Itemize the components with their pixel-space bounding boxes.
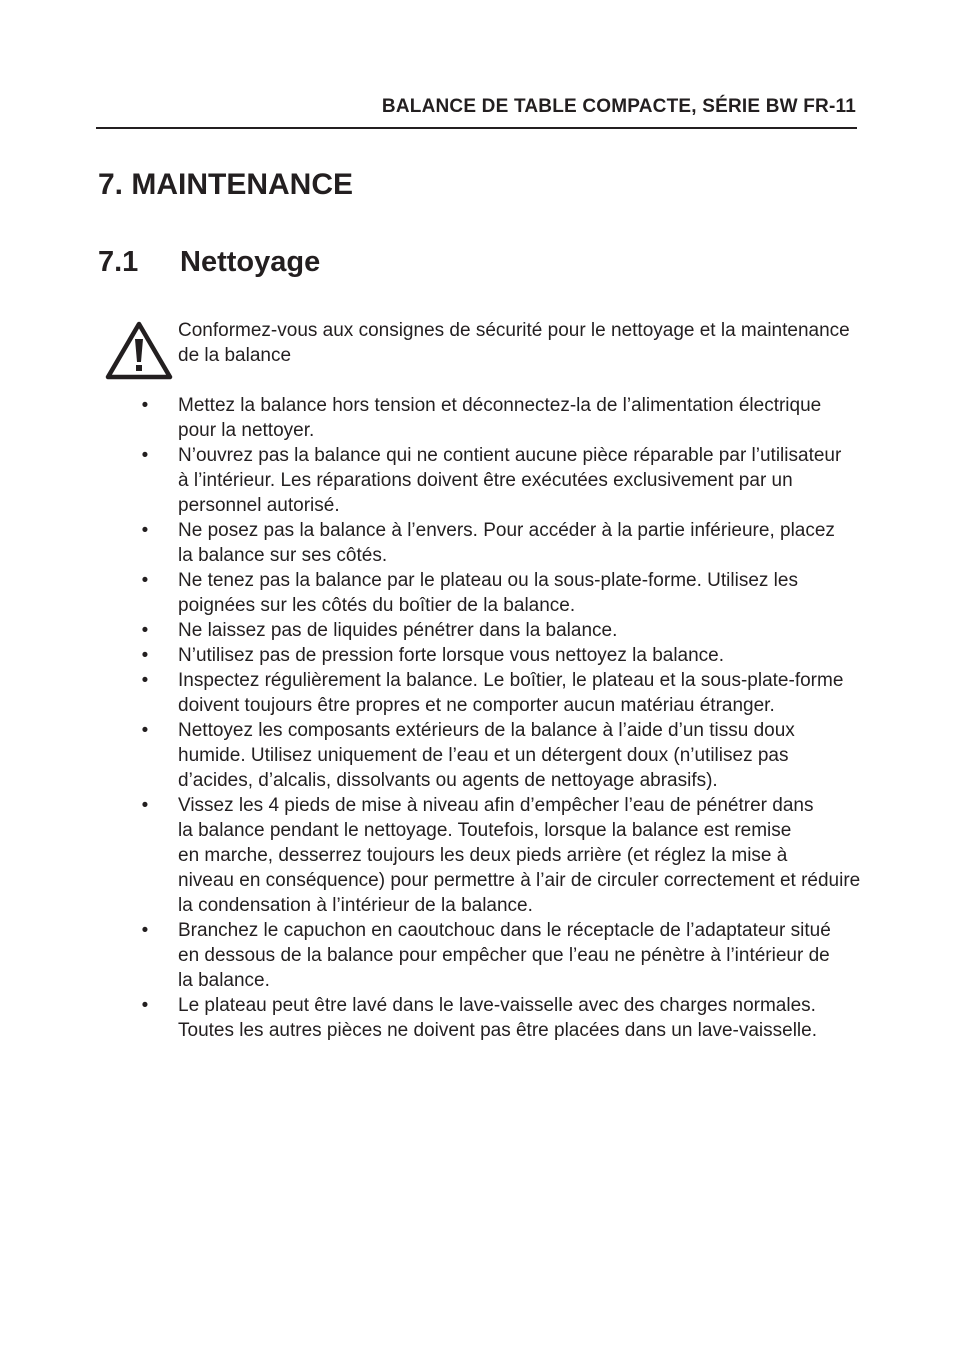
item-line: Ne posez pas la balance à l’envers. Pour accéder à la partie inférieure, placez — [178, 520, 835, 541]
item-line: d’acides, d’alcalis, dissolvants ou agents de nettoyage abrasifs). — [178, 770, 718, 791]
bullet-icon: • — [141, 920, 149, 941]
item-line: en dessous de la balance pour empêcher que l’eau ne pénètre à l’intérieur de — [178, 945, 830, 966]
item-line: à l’intérieur. Les réparations doivent être exécutées exclusivement par un — [178, 470, 793, 491]
list-item — [138, 443, 878, 518]
list-item — [138, 793, 878, 918]
item-line: Mettez la balance hors tension et déconnectez-la de l’alimentation électrique — [178, 395, 822, 416]
item-line: la balance sur ses côtés. — [178, 545, 388, 566]
item-line: Vissez les 4 pieds de mise à niveau afin d’empêcher l’eau de pénétrer dans — [178, 795, 814, 816]
item-line: la condensation à l’intérieur de la balance. — [178, 895, 533, 916]
bullet-icon: • — [141, 645, 149, 666]
item-line: N’ouvrez pas la balance qui ne contient aucune pièce réparable par l’utilisateur — [178, 445, 842, 466]
bullet-icon: • — [141, 620, 149, 641]
list-item — [138, 918, 878, 993]
bullet-icon: • — [141, 395, 149, 416]
list-item — [138, 393, 878, 443]
item-line: Nettoyez les composants extérieurs de la balance à l’aide d’un tissu doux — [178, 720, 795, 741]
list-item — [138, 668, 878, 718]
bullet-icon: • — [141, 795, 149, 816]
item-line: la balance. — [178, 970, 270, 991]
item-line: la balance pendant le nettoyage. Toutefois, lorsque la balance est remise — [178, 820, 792, 841]
item-line: Ne tenez pas la balance par le plateau ou la sous-plate-forme. Utilisez les — [178, 570, 798, 591]
item-line: humide. Utilisez uniquement de l’eau et un détergent doux (n’utilisez pas — [178, 745, 789, 766]
item-line: doivent toujours être propres et ne comporter aucun matériau étranger. — [178, 695, 775, 716]
item-line: personnel autorisé. — [178, 495, 340, 516]
bullet-icon: • — [141, 720, 149, 741]
header-rule — [96, 127, 857, 129]
item-line: Branchez le capuchon en caoutchouc dans le réceptacle de l’adaptateur situé — [178, 920, 831, 941]
item-line: en marche, desserrez toujours les deux pieds arrière (et réglez la mise à — [178, 845, 788, 866]
item-line: Toutes les autres pièces ne doivent pas être placées dans un lave-vaisselle. — [178, 1020, 817, 1041]
item-line: pour la nettoyer. — [178, 420, 315, 441]
warning-text — [178, 318, 868, 368]
section-heading: Nettoyage — [180, 246, 321, 278]
bullet-icon: • — [141, 995, 149, 1016]
section-title — [98, 246, 320, 279]
warning-line: de la balance — [178, 345, 292, 366]
list-item — [138, 518, 878, 568]
bullet-icon: • — [141, 570, 149, 591]
item-line: poignées sur les côtés du boîtier de la balance. — [178, 595, 576, 616]
item-line: Ne laissez pas de liquides pénétrer dans la balance. — [178, 620, 618, 641]
chapter-title: 7. MAINTENANCE — [98, 168, 354, 201]
list-item — [138, 568, 878, 618]
bullet-icon: • — [141, 670, 149, 691]
warning-line: Conformez-vous aux consignes de sécurité pour le nettoyage et la maintenance — [178, 320, 850, 341]
list-item — [138, 643, 878, 668]
bullet-icon: • — [141, 445, 149, 466]
running-header: BALANCE DE TABLE COMPACTE, SÉRIE BW FR-11 — [381, 96, 856, 117]
bullet-icon: • — [141, 520, 149, 541]
cleaning-instructions-list — [138, 393, 878, 1043]
item-line: N’utilisez pas de pression forte lorsque vous nettoyez la balance. — [178, 645, 725, 666]
section-number: 7.1 — [98, 246, 139, 278]
item-line: Le plateau peut être lavé dans le lave-vaisselle avec des charges normales. — [178, 995, 816, 1016]
item-line: niveau en conséquence) pour permettre à l’air de circuler correctement et réduire — [178, 870, 861, 891]
item-line: Inspectez régulièrement la balance. Le boîtier, le plateau et la sous-plate-forme — [178, 670, 844, 691]
list-item — [138, 618, 878, 643]
list-item — [138, 718, 878, 793]
warning-triangle-icon — [104, 320, 174, 382]
list-item — [138, 993, 878, 1043]
